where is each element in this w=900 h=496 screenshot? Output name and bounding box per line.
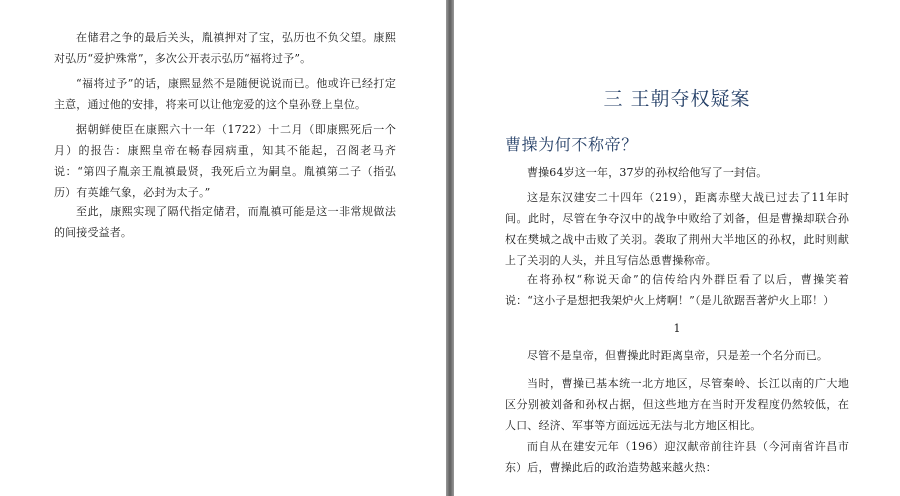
left-page <box>0 0 446 496</box>
page-number: 1 <box>673 322 681 335</box>
body-paragraph: 据朝鲜使臣在康熙六十一年（1722）十二月（即康熙死后一个月）的报告：康熙皇帝在畅春园病重，知其不能起，召阁老马齐说：“第四子胤亲王胤禛最贤，我死后立为嗣皇。胤禛第二子（指弘历）有英雄气象，必封为太子。” <box>54 123 396 199</box>
body-paragraph: 曹操64岁这一年，37岁的孙权给他写了一封信。 <box>527 166 768 179</box>
body-paragraph: 当时，曹操已基本统一北方地区，尽管秦岭、长江以南的广大地区分别被刘备和孙权占据，但这些地方在当时开发程度仍然较低，在人口、经济、军事等方面远远无法与北方地区相比。 <box>505 377 849 432</box>
section-title: 曹操为何不称帝？ <box>505 135 638 154</box>
body-paragraph: 这是东汉建安二十四年（219），距离赤壁大战已过去了11年时间。此时，尽管在争夺汉中的战争中败给了刘备，但是曹操却联合孙权在樊城之战中击败了关羽。袭取了荆州大半地区的孙权，此时则献上了关羽的人头，并且写信怂恿曹操称帝。 <box>505 191 849 267</box>
body-paragraph: 尽管不是皇帝，但曹操此时距离皇帝，只是差一个名分而已。 <box>527 349 829 362</box>
right-page <box>454 0 900 496</box>
chapter-title: 三 王朝夺权疑案 <box>603 88 751 110</box>
page-gutter-divider <box>446 0 454 496</box>
body-paragraph: 在储君之争的最后关头，胤禛押对了宝，弘历也不负父望。康熙对弘历“爱护殊常”，多次公开表示弘历“福将过予”。 <box>54 31 396 65</box>
body-paragraph: 在将孙权“称说天命”的信传给内外群臣看了以后，曹操笑着说：“这小子是想把我架炉火上烤啊！”（是儿欲踞吾著炉火上耶！） <box>505 273 849 307</box>
body-paragraph: 而自从在建安元年（196）迎汉献帝前往许县（今河南省许昌市东）后，曹操此后的政治造势越来越火热： <box>505 440 849 474</box>
body-paragraph: “福将过予”的话，康熙显然不是随便说说而已。他或许已经打定主意，通过他的安排，将来可以让他宠爱的这个皇孙登上皇位。 <box>54 77 396 111</box>
body-paragraph: 至此，康熙实现了隔代指定储君，而胤禛可能是这一非常规做法的间接受益者。 <box>54 205 396 239</box>
